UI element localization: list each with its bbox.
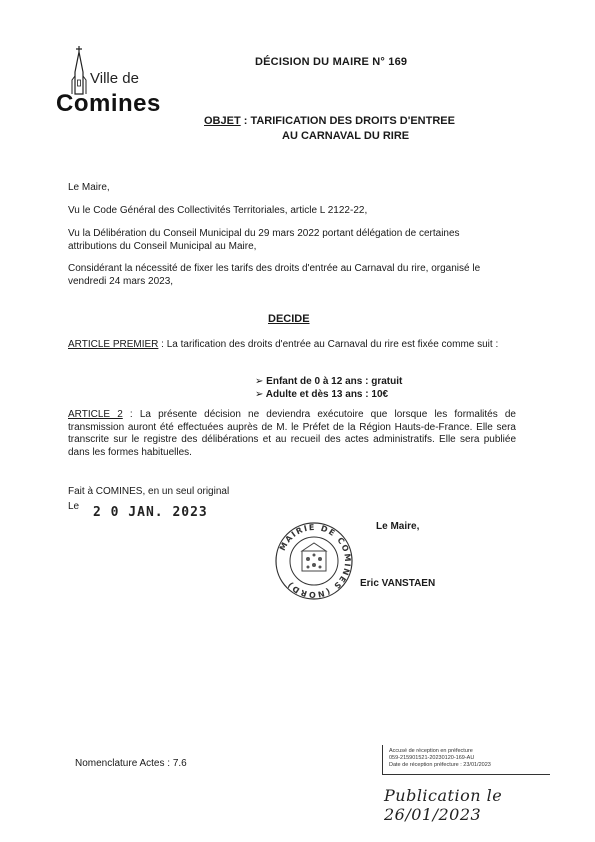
article-premier-text: : La tarification des droits d'entrée au Carnaval du rire est fixée comme suit : (158, 339, 499, 350)
seal-icon (272, 519, 356, 603)
signatory-title: Le Maire, (376, 521, 420, 532)
date-stamp: 2 0 JAN. 2023 (93, 505, 208, 520)
tarif-adulte: Adulte et dès 13 ans : 10€ (265, 389, 389, 400)
receipt-line: Date de réception préfecture : 23/01/2023 (389, 762, 491, 768)
seal-text: MAIRIE DE COMINES (NORD) (277, 522, 353, 600)
vu-code-general: Vu le Code Général des Collectivités Territoriales, article L 2122-22, (68, 205, 368, 216)
signatory-name: Eric VANSTAEN (360, 578, 436, 589)
mairie-seal-stamp (272, 519, 356, 603)
decide-heading: DECIDE (268, 313, 310, 325)
logo-ville-de: Ville de (90, 70, 139, 87)
article-2-label: ARTICLE 2 (68, 409, 123, 420)
nomenclature-actes: Nomenclature Actes : 7.6 (75, 758, 187, 769)
receipt-line: Accusé de réception en préfecture (389, 748, 473, 754)
le-maire-intro: Le Maire, (68, 182, 110, 193)
ville-de-comines-logo (52, 44, 162, 120)
receipt-line: 059-215901521-20230120-169-AU (389, 755, 475, 761)
list-item: ➢ Adulte et dès 13 ans : 10€ (255, 389, 389, 400)
decision-title: DÉCISION DU MAIRE N° 169 (255, 56, 408, 68)
article-premier-label: ARTICLE PREMIER (68, 339, 159, 350)
objet-label: OBJET (204, 115, 241, 127)
article-2-text: : La présente décision ne deviendra exécutoire que lorsque les formalités de transmission auront été effectuées auprès de M. le Préfet de la Région Hauts-de-France. Elle sera transcrite sur le registre des délibérations et au recueil des actes administratifs. Elle sera publiée dans les formes habituelles. (68, 409, 516, 458)
article-2 (68, 409, 516, 459)
vu-deliberation: Vu la Délibération du Conseil Municipal du 29 mars 2022 portant délégation de certaines attributions du Conseil Municipal au Maire, (68, 228, 460, 252)
article-premier (68, 338, 508, 351)
prefecture-receipt-stamp (382, 745, 550, 775)
le-label: Le (68, 501, 80, 512)
list-item: ➢ Enfant de 0 à 12 ans : gratuit (255, 376, 403, 387)
tarif-enfant: Enfant de 0 à 12 ans : gratuit (266, 376, 403, 387)
considerant: Considérant la nécessité de fixer les tarifs des droits d'entrée au Carnaval du rire, organisé le vendredi 24 mars 2023, (68, 263, 481, 287)
logo-comines: Comines (56, 90, 161, 117)
objet-line-1 (204, 115, 455, 127)
handwritten-publication-date: Publication le 26/01/2023 (384, 786, 503, 824)
fait-a-comines: Fait à COMINES, en un seul original (68, 486, 230, 497)
objet-line-2: AU CARNAVAL DU RIRE (282, 130, 410, 142)
objet-text: : TARIFICATION DES DROITS D'ENTREE (240, 115, 455, 127)
tarif-list (255, 375, 402, 401)
